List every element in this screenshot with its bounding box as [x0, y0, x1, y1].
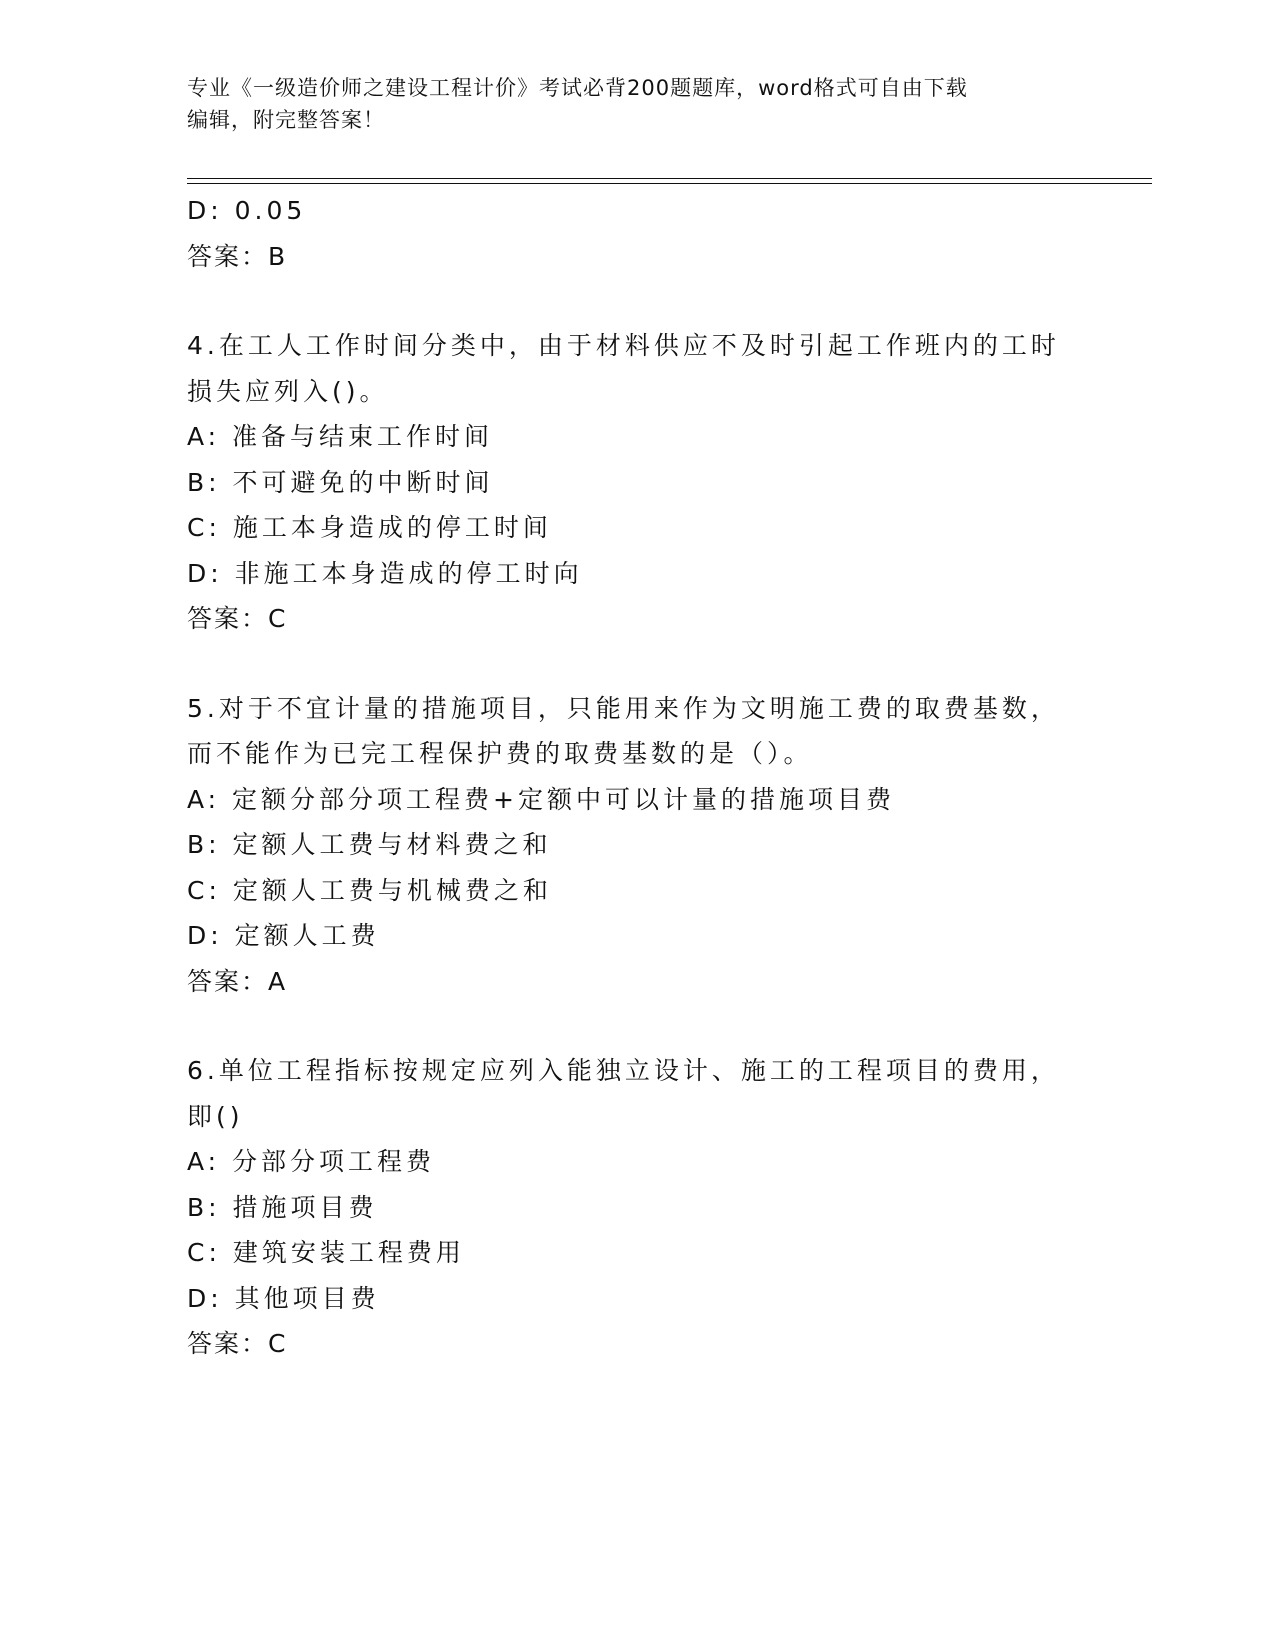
- option-a: A: 分部分项工程费: [187, 1147, 436, 1176]
- answer-line: 答案：A: [187, 966, 288, 996]
- question-5: [187, 686, 1087, 1005]
- question-3-fragment: [187, 188, 1087, 279]
- question-stem: 损失应列入()。: [187, 376, 389, 406]
- option-a: A: 定额分部分项工程费+定额中可以计量的措施项目费: [187, 784, 895, 814]
- question-stem: 而不能作为已完工程保护费的取费基数的是（）。: [187, 739, 813, 768]
- option-c: C: 建筑安装工程费用: [187, 1238, 465, 1267]
- answer-line: 答案：C: [187, 1329, 288, 1358]
- option-b: B: 不可避免的中断时间: [187, 467, 494, 497]
- option-d: D: 定额人工费: [187, 921, 380, 950]
- header-divider-top: [187, 178, 1152, 179]
- page-header: [187, 72, 1087, 136]
- question-stem: 6.单位工程指标按规定应列入能独立设计、施工的工程项目的费用，: [187, 1056, 1060, 1085]
- question-stem: 4.在工人工作时间分类中，由于材料供应不及时引起工作班内的工时: [187, 331, 1060, 360]
- option-b: B: 措施项目费: [187, 1192, 378, 1222]
- spacer: [187, 279, 1087, 323]
- question-content: [187, 188, 1087, 1367]
- spacer: [187, 642, 1087, 686]
- header-title-line2: 编辑，附完整答案！: [187, 108, 385, 132]
- spacer: [187, 1004, 1087, 1048]
- question-stem: 5.对于不宜计量的措施项目，只能用来作为文明施工费的取费基数，: [187, 693, 1060, 723]
- question-stem: 即(): [187, 1101, 244, 1131]
- answer-line: 答案：B: [187, 241, 288, 271]
- question-6: [187, 1048, 1087, 1367]
- option-d: D: 0.05: [187, 196, 307, 225]
- option-c: C: 定额人工费与机械费之和: [187, 875, 552, 905]
- question-4: [187, 323, 1087, 642]
- header-title-line1: 专业《一级造价师之建设工程计价》考试必背200题题库，word格式可自由下载: [187, 76, 968, 100]
- option-d: D: 非施工本身造成的停工时向: [187, 558, 583, 588]
- option-d: D: 其他项目费: [187, 1283, 380, 1313]
- answer-line: 答案：C: [187, 604, 288, 633]
- option-a: A: 准备与结束工作时间: [187, 422, 494, 451]
- header-divider-bottom: [187, 183, 1152, 184]
- option-b: B: 定额人工费与材料费之和: [187, 830, 552, 859]
- option-c: C: 施工本身造成的停工时间: [187, 513, 552, 542]
